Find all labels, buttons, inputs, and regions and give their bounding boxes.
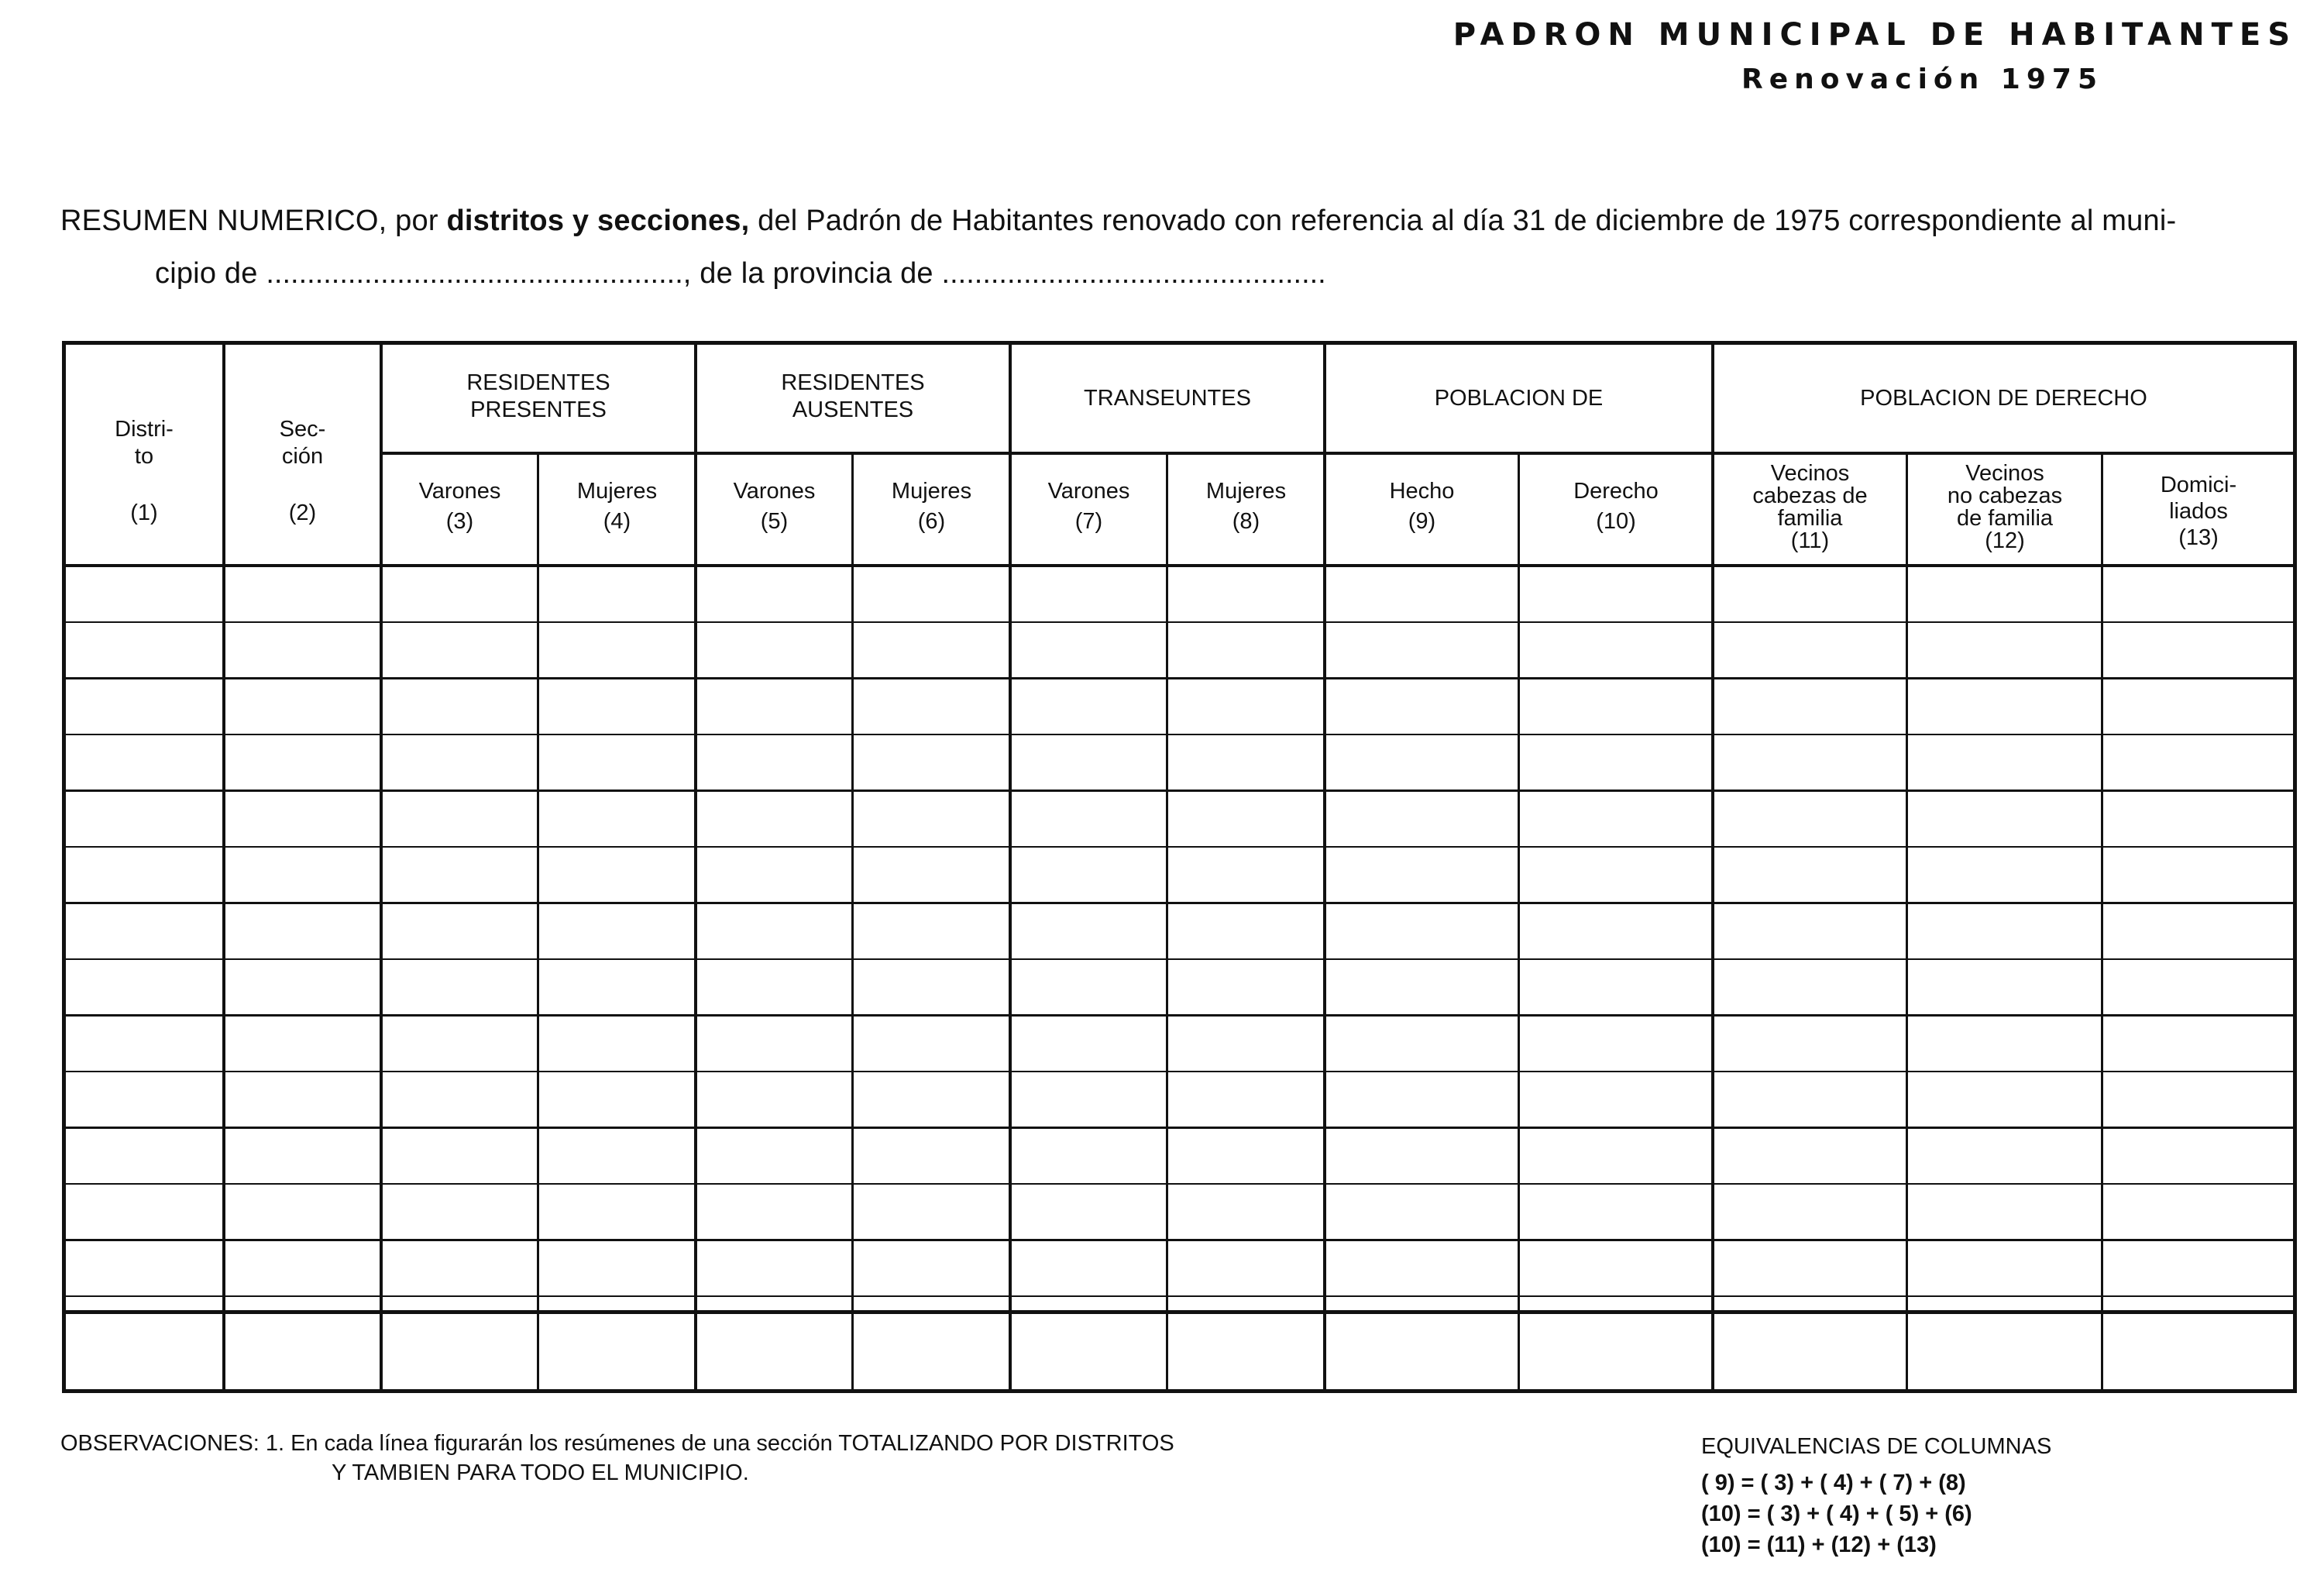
equivalencia-2: (10) = ( 3) + ( 4) + ( 5) + (6) <box>1701 1502 1972 1526</box>
subheader-label: Mujeres <box>1205 479 1287 504</box>
subheader-num: (12) <box>1985 528 2025 553</box>
observaciones-line-2: Y TAMBIEN PARA TODO EL MUNICIPIO. <box>332 1460 749 1485</box>
group-ra-l1: RESIDENTES <box>781 370 925 395</box>
col-divider <box>1518 453 1520 1389</box>
group-residentes-ausentes <box>697 370 1009 424</box>
subheader-num: (7) <box>1074 509 1103 534</box>
row-rule <box>66 902 2293 904</box>
summary-table <box>62 341 2297 1393</box>
subheader-label: Hecho <box>1389 479 1455 504</box>
header-seccion-l1: Sec- <box>279 417 326 442</box>
form-subtitle: Renovación 1975 <box>1741 64 2103 95</box>
observaciones-label: OBSERVACIONES: <box>60 1431 260 1456</box>
subheader-col-7 <box>1012 478 1166 535</box>
row-rule <box>66 1014 2293 1017</box>
row-rule <box>66 1183 2293 1185</box>
subheader-num: (13) <box>2178 525 2219 550</box>
subheader-col-11 <box>1714 463 1906 552</box>
group-rp-l1: RESIDENTES <box>466 370 610 395</box>
header-distrito-num: (1) <box>130 501 158 525</box>
subheader-label: Vecinos <box>1965 461 2044 486</box>
intro-text-b: del Padrón de Habitantes renovado con referencia al día 31 de diciembre de 1975 correspondiente al muni- <box>749 205 2177 237</box>
municipio-field[interactable]: ................................................... <box>266 257 683 290</box>
form-title: PADRON MUNICIPAL DE HABITANTES <box>1452 17 2297 53</box>
col-divider <box>851 453 854 1389</box>
header-distrito <box>66 416 222 527</box>
subheader-label: Vecinos <box>1770 461 1850 486</box>
subheader-num: (5) <box>760 509 789 534</box>
row-rule <box>66 1071 2293 1072</box>
subheader-label: Mujeres <box>576 479 658 504</box>
subheader-col-3 <box>383 478 537 535</box>
subheader-label: Varones <box>418 479 501 504</box>
subheader-num: (6) <box>917 509 946 534</box>
subheader-label: de familia <box>1956 506 2054 531</box>
row-rule <box>66 958 2293 960</box>
subheader-col-5 <box>697 478 851 535</box>
intro-line-2 <box>155 256 2324 291</box>
subheader-label: cabezas de <box>1752 483 1868 508</box>
subheader-label: no cabezas <box>1947 483 2063 508</box>
subheader-col-8 <box>1169 478 1323 535</box>
col-divider <box>1166 453 1168 1389</box>
col-divider <box>1906 453 1908 1389</box>
subheader-label: Varones <box>1047 479 1130 504</box>
subheader-label: Varones <box>733 479 816 504</box>
total-row-rule <box>66 1310 2293 1314</box>
group-transeuntes: TRANSEUNTES <box>1084 386 1251 411</box>
col-divider <box>2101 453 2103 1389</box>
equivalencia-3: (10) = (11) + (12) + (13) <box>1701 1533 1937 1557</box>
group-poblacion-de: POBLACION DE <box>1434 386 1604 411</box>
subheader-col-9 <box>1326 478 1518 535</box>
header-seccion-num: (2) <box>288 501 317 525</box>
header-distrito-l1: Distri- <box>115 417 174 442</box>
col-divider <box>537 453 539 1389</box>
intro-bold: distritos y secciones, <box>446 205 750 237</box>
subheader-label: Mujeres <box>891 479 972 504</box>
row-rule <box>66 790 2293 792</box>
subheader-col-6 <box>854 478 1009 535</box>
subheader-label: Domici- <box>2160 473 2237 497</box>
subheader-label: liados <box>2169 499 2228 524</box>
row-rule <box>66 1127 2293 1129</box>
equivalencia-1: ( 9) = ( 3) + ( 4) + ( 7) + (8) <box>1701 1471 1966 1495</box>
row-rule <box>66 734 2293 735</box>
subheader-num: (9) <box>1408 509 1436 534</box>
subheader-col-12 <box>1909 463 2101 552</box>
row-rule <box>66 846 2293 848</box>
row-rule <box>66 1295 2293 1297</box>
subheader-num: (4) <box>603 509 631 534</box>
row-rule <box>66 677 2293 679</box>
provincia-label: , de la provincia de <box>682 257 942 290</box>
group-poblacion-derecho: POBLACION DE DERECHO <box>1860 386 2147 411</box>
subheader-num: (3) <box>445 509 474 534</box>
row-rule <box>66 621 2293 623</box>
subheader-num: (10) <box>1596 509 1636 534</box>
header-rule <box>66 564 2293 567</box>
group-residentes-presentes <box>383 370 694 424</box>
subheader-col-10 <box>1521 478 1711 535</box>
header-distrito-l2: to <box>134 444 154 469</box>
municipio-label: cipio de <box>155 257 266 290</box>
subheader-num: (8) <box>1232 509 1260 534</box>
observaciones-line-1: 1. En cada línea figurarán los resúmenes de una sección TOTALIZANDO POR DISTRITOS <box>265 1431 1174 1456</box>
group-ra-l2: AUSENTES <box>792 397 914 422</box>
group-rp-l2: PRESENTES <box>470 397 607 422</box>
subheader-label: Derecho <box>1573 479 1659 504</box>
row-rule <box>66 1239 2293 1241</box>
observaciones <box>60 1429 1174 1458</box>
subheader-col-4 <box>540 478 694 535</box>
equivalencias-title: EQUIVALENCIAS DE COLUMNAS <box>1701 1434 2052 1459</box>
subheader-col-13 <box>2104 472 2293 551</box>
intro-text-a: RESUMEN NUMERICO, por <box>60 205 447 237</box>
intro-line-1 <box>60 203 2291 239</box>
subheader-num: (11) <box>1790 528 1830 553</box>
header-seccion-l2: ción <box>281 444 324 469</box>
group-header-rule <box>380 452 2293 455</box>
provincia-field[interactable]: ............................................... <box>941 257 1326 290</box>
header-seccion <box>225 416 380 527</box>
subheader-label: familia <box>1777 506 1843 531</box>
